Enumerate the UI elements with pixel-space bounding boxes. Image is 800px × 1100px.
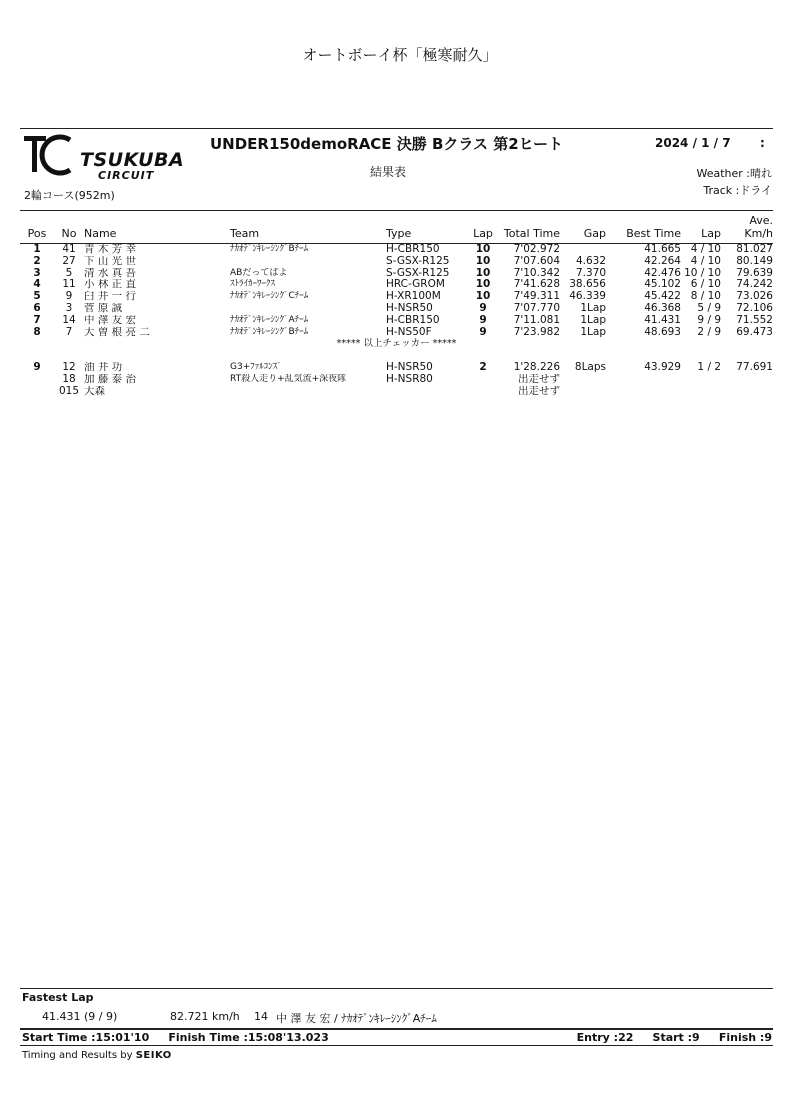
col-ave-line1: Ave. — [749, 214, 773, 227]
cell-type: H-CBR150 — [386, 243, 440, 255]
cell-team: ﾅｶｵﾃﾞﾝｷﾚｰｼﾝｸﾞCﾁｰﾑ — [230, 291, 309, 302]
table-row — [20, 386, 773, 398]
cell-name: 大 曽 根 亮 二 — [84, 326, 150, 338]
cell-ave — [721, 386, 773, 398]
cell-no: 14 — [62, 314, 76, 326]
cell-ave: 77.691 — [736, 361, 773, 373]
tsukuba-logo-icon — [22, 134, 74, 176]
cell-type: S-GSX-R125 — [386, 267, 450, 279]
cell-no: 11 — [62, 279, 76, 291]
cell-bestlap: 4 / 10 — [690, 255, 721, 267]
footer-text: Timing and Results by — [22, 1050, 133, 1061]
table-row — [20, 315, 773, 327]
cell-total: 7'49.311 — [513, 291, 560, 303]
cell-best: 43.929 — [644, 361, 681, 373]
table-top-rule — [20, 210, 773, 211]
cell-best — [606, 386, 681, 398]
cell-gap: 1Lap — [580, 326, 606, 338]
cell-lap: 10 — [475, 279, 491, 291]
col-bestlap: Lap — [681, 212, 721, 244]
cell-name: 中 澤 友 宏 — [84, 314, 137, 326]
logo-wordmark: TSUKUBA — [80, 149, 185, 171]
cell-name: 大森 — [84, 385, 105, 397]
col-type: Type — [386, 212, 468, 244]
cell-no: 41 — [62, 243, 76, 255]
cell-ave: 71.552 — [736, 314, 773, 326]
cell-gap: 7.370 — [575, 267, 606, 279]
cell-lap: 9 — [479, 302, 487, 314]
cell-pos: 3 — [33, 267, 41, 279]
footer-rule — [20, 1045, 773, 1046]
cell-type: H-NSR50 — [386, 361, 433, 373]
col-name: Name — [84, 212, 230, 244]
cell-no: 015 — [58, 385, 80, 397]
weather-label: Weather :晴れ — [696, 167, 772, 180]
cell-name: 清 水 真 吾 — [84, 267, 137, 279]
cell-name: 加 藤 泰 治 — [84, 373, 137, 385]
cell-gap: 38.656 — [569, 279, 606, 291]
cell-pos: 8 — [33, 326, 41, 338]
cell-bestlap: 9 / 9 — [697, 314, 721, 326]
cell-name: 青 木 芳 幸 — [84, 243, 137, 255]
cell-lap: 10 — [475, 243, 491, 255]
cell-team: ﾅｶｵﾃﾞﾝｷﾚｰｼﾝｸﾞAﾁｰﾑ — [230, 314, 309, 325]
cell-gap — [560, 386, 606, 398]
cell-best: 45.102 — [644, 279, 681, 291]
cell-total: 7'02.972 — [513, 243, 560, 255]
results-body — [20, 244, 773, 398]
cell-gap: 8Laps — [574, 361, 606, 373]
cell-lap: 10 — [475, 255, 491, 267]
cell-type: S-GSX-R125 — [386, 255, 450, 267]
checker-label: ***** 以上チェッカー ***** — [336, 338, 457, 350]
col-ave — [721, 212, 773, 244]
date-suffix: : — [760, 136, 765, 150]
table-row — [20, 268, 773, 280]
table-header-row — [20, 212, 773, 244]
cell-bestlap: 6 / 10 — [690, 279, 721, 291]
cell-pos: 1 — [33, 243, 41, 255]
checker-row — [20, 338, 773, 350]
cell-pos — [20, 386, 54, 398]
cell-team — [230, 386, 386, 398]
cell-bestlap: 1 / 2 — [697, 361, 721, 373]
col-team: Team — [230, 212, 386, 244]
cell-total: 7'07.770 — [513, 302, 560, 314]
cell-gap: 46.339 — [569, 291, 606, 303]
col-total: Total Time — [498, 212, 560, 244]
cell-pos: 5 — [33, 291, 41, 303]
entry-counts: Entry :22 Start :9 Finish :9 — [576, 1031, 772, 1044]
track-label: Track :ドライ — [703, 184, 772, 197]
col-best: Best Time — [606, 212, 681, 244]
table-row — [20, 362, 773, 374]
cell-ave: 74.242 — [736, 279, 773, 291]
cell-no: 18 — [62, 373, 76, 385]
cell-total: 7'07.604 — [513, 255, 560, 267]
cell-team: ABだってばよ — [230, 267, 288, 278]
cell-ave: 72.106 — [736, 302, 773, 314]
col-gap: Gap — [560, 212, 606, 244]
results-subtitle: 結果表 — [370, 165, 407, 179]
cell-total: 出走せず — [518, 373, 560, 385]
table-row — [20, 327, 773, 339]
cell-no: 27 — [62, 255, 76, 267]
table-row — [20, 374, 773, 386]
col-no: No — [54, 212, 84, 244]
start-finish-time: Start Time :15:01'10 Finish Time :15:08'13.023 — [22, 1031, 329, 1044]
cell-best: 42.476 — [644, 267, 681, 279]
cell-gap: 1Lap — [580, 314, 606, 326]
cell-name: 油 井 功 — [84, 361, 123, 373]
cell-pos: 7 — [33, 314, 41, 326]
cell-bestlap: 2 / 9 — [697, 326, 721, 338]
cell-lap: 10 — [475, 291, 491, 303]
cell-pos: 4 — [33, 279, 41, 291]
spacer-row — [20, 350, 773, 362]
cell-type — [386, 386, 468, 398]
cell-no: 3 — [65, 302, 73, 314]
cell-team: G3+ﾌｧﾙｺﾝｽﾞ — [230, 361, 282, 372]
cell-team: ﾅｶｵﾃﾞﾝｷﾚｰｼﾝｸﾞBﾁｰﾑ — [230, 326, 309, 337]
cell-best: 45.422 — [644, 291, 681, 303]
cell-no: 12 — [62, 361, 76, 373]
cell-lap: 10 — [475, 267, 491, 279]
fastest-lap-label: Fastest Lap — [22, 991, 94, 1004]
cell-team — [230, 256, 386, 268]
cell-total: 7'11.081 — [513, 314, 560, 326]
col-ave-line2: Km/h — [744, 227, 773, 240]
cell-bestlap: 5 / 9 — [697, 302, 721, 314]
cell-lap: 2 — [479, 361, 487, 373]
cell-best: 41.665 — [644, 243, 681, 255]
cell-pos: 6 — [33, 302, 41, 314]
cell-gap — [560, 374, 606, 386]
cell-name: 下 山 光 世 — [84, 255, 137, 267]
cell-best: 41.431 — [644, 314, 681, 326]
cell-no: 7 — [65, 326, 73, 338]
cell-best: 48.693 — [644, 326, 681, 338]
cell-best — [606, 374, 681, 386]
fastest-lap-speed: 82.721 km/h — [170, 1010, 240, 1023]
cell-gap: 4.632 — [575, 255, 606, 267]
cell-type: H-NSR50 — [386, 302, 433, 314]
cell-ave: 79.639 — [736, 267, 773, 279]
cell-ave — [721, 374, 773, 386]
cell-type: H-CBR150 — [386, 314, 440, 326]
cell-pos — [20, 374, 54, 386]
cell-name: 臼 井 一 行 — [84, 291, 137, 303]
cell-type: H-NS50F — [386, 326, 432, 338]
table-row — [20, 291, 773, 303]
cell-total: 出走せず — [518, 385, 560, 397]
cell-gap: 1Lap — [580, 302, 606, 314]
cell-total: 7'23.982 — [513, 326, 560, 338]
cell-ave: 80.149 — [736, 255, 773, 267]
race-date: 2024 / 1 / 7 — [655, 136, 731, 150]
course-label: 2輪コース(952m) — [24, 189, 115, 202]
cell-bestlap — [681, 374, 721, 386]
cell-lap — [468, 386, 498, 398]
cell-ave: 69.473 — [736, 326, 773, 338]
cell-lap — [468, 374, 498, 386]
cell-total: 1'28.226 — [513, 361, 560, 373]
table-row — [20, 256, 773, 268]
results-table — [20, 212, 773, 397]
cell-total: 7'10.342 — [513, 267, 560, 279]
cell-lap: 9 — [479, 314, 487, 326]
cell-best: 42.264 — [644, 255, 681, 267]
table-row — [20, 303, 773, 315]
cell-no: 5 — [65, 267, 73, 279]
cell-ave: 73.026 — [736, 291, 773, 303]
col-lap: Lap — [468, 212, 498, 244]
cell-name: 小 林 正 直 — [84, 279, 137, 291]
fastest-lap-no: 14 — [254, 1010, 268, 1023]
col-pos: Pos — [20, 212, 54, 244]
cell-gap — [560, 244, 606, 256]
cell-total: 7'41.628 — [513, 279, 560, 291]
cell-best: 46.368 — [644, 302, 681, 314]
cell-no: 9 — [65, 291, 73, 303]
cell-bestlap: 8 / 10 — [690, 291, 721, 303]
fastest-lap-time: 41.431 (9 / 9) — [42, 1010, 118, 1023]
cell-type: H-XR100M — [386, 291, 441, 303]
cell-bestlap — [681, 386, 721, 398]
fastest-lap-divider — [20, 1028, 773, 1029]
cell-ave: 81.027 — [736, 243, 773, 255]
cell-team: ｽﾄﾗｲｶｰﾜｰｸｽ — [230, 279, 276, 290]
cell-bestlap: 4 / 10 — [690, 243, 721, 255]
table-row — [20, 279, 773, 291]
cell-pos: 2 — [33, 255, 41, 267]
cell-lap: 9 — [479, 326, 487, 338]
cell-type: HRC-GROM — [386, 279, 445, 291]
logo-sub: CIRCUIT — [98, 169, 155, 182]
cell-pos: 9 — [33, 361, 41, 373]
cell-name: 菅 原 誠 — [84, 302, 123, 314]
table-row — [20, 244, 773, 256]
footer — [22, 1050, 172, 1061]
cell-team — [230, 303, 386, 315]
cell-team: ﾅｶｵﾃﾞﾝｷﾚｰｼﾝｸﾞBﾁｰﾑ — [230, 244, 309, 254]
header-rule — [20, 128, 773, 129]
footer-brand: SEIKO — [135, 1050, 172, 1061]
race-title: UNDER150demoRACE 決勝 Bクラス 第2ヒート — [210, 135, 564, 153]
fastest-lap-rider: 中 澤 友 宏 / ﾅｶｵﾃﾞﾝｷﾚｰｼﾝｸﾞAﾁｰﾑ — [276, 1012, 437, 1025]
cell-team: RT殺人走り+乱気流+深夜隊 — [230, 373, 347, 384]
cell-type: H-NSR80 — [386, 373, 433, 385]
page-title: オートボーイ杯「極寒耐久」 — [302, 46, 498, 64]
cell-bestlap: 10 / 10 — [684, 267, 721, 279]
